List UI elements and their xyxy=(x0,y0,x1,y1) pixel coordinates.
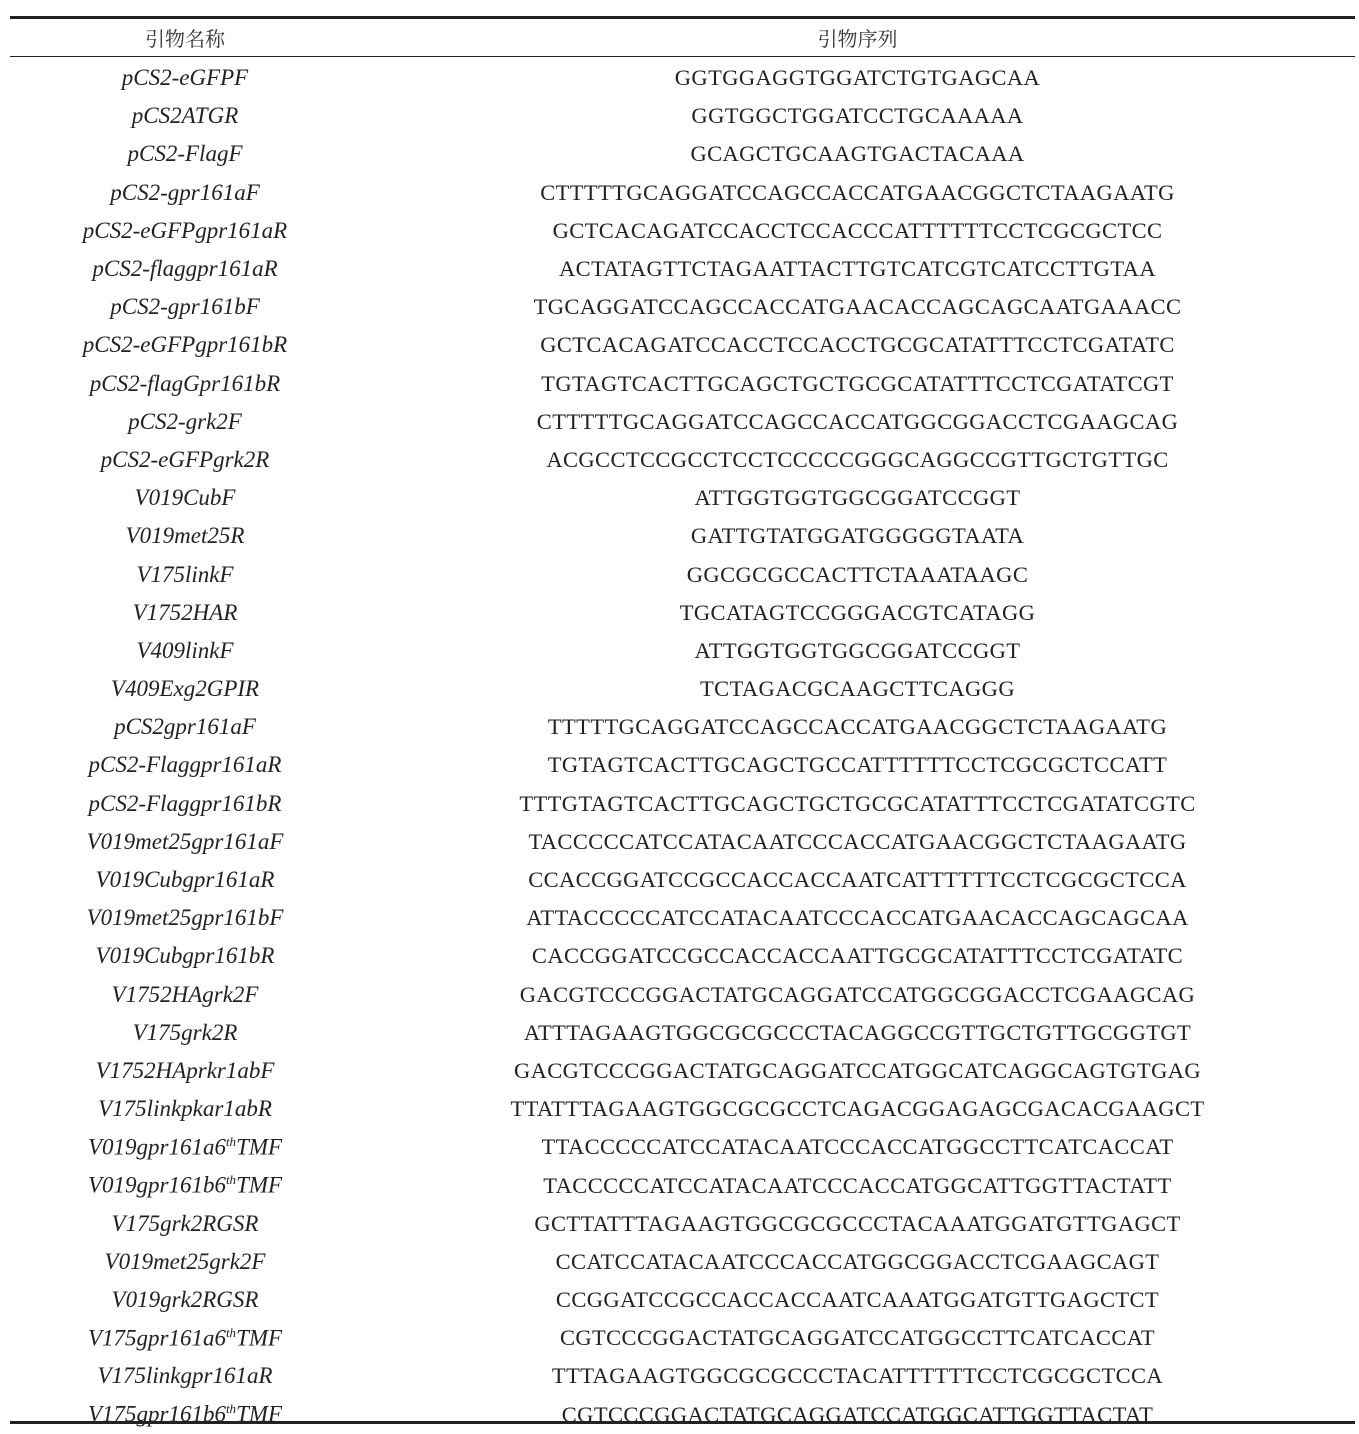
primer-name xyxy=(10,212,360,250)
table-row xyxy=(10,479,1355,517)
primer-name-text: V175grk2R xyxy=(132,1019,238,1045)
primer-name-text: V019met25gpr161bF xyxy=(86,905,284,931)
primer-sequence: GACGTCCCGGACTATGCAGGATCCATGGCGGACCTCGAAGCAG xyxy=(519,981,1196,1007)
primer-sequence: ATTTAGAAGTGGCGCGCCCTACAGGCCGTTGCTGTTGCGGTGT xyxy=(523,1019,1192,1045)
table-row xyxy=(10,135,1355,173)
primer-name-superscript: th xyxy=(225,1401,237,1417)
primer-name xyxy=(10,1166,360,1204)
table-row xyxy=(10,288,1355,326)
table-row xyxy=(10,1090,1355,1128)
primer-name-text: pCS2-eGFPgpr161bR xyxy=(82,332,288,358)
primer-name-superscript: th xyxy=(225,1134,237,1150)
primer-name xyxy=(10,326,360,364)
primer-name-text: pCS2-flaggpr161aR xyxy=(92,256,278,282)
primer-name-text: V1752HAprkr1abF xyxy=(95,1057,275,1083)
primer-table xyxy=(10,16,1355,1427)
primer-name-text: V019Cubgpr161aR xyxy=(95,867,275,893)
primer-sequence: GCTCACAGATCCACCTCCACCTGCGCATATTTCCTCGATATC xyxy=(540,332,1175,358)
primer-name-text: V175gpr161a6 xyxy=(87,1325,226,1351)
primer-sequence: GCAGCTGCAAGTGACTACAAA xyxy=(690,141,1025,167)
primer-name xyxy=(10,632,360,670)
primer-sequence: ATTACCCCCATCCATACAATCCCACCATGAACACCAGCAGCAA xyxy=(526,905,1189,931)
primer-name xyxy=(10,555,360,593)
table-row xyxy=(10,823,1355,861)
primer-name-text: pCS2-gpr161aF xyxy=(110,179,260,205)
primer-name-text: pCS2-flagGpr161bR xyxy=(89,370,281,396)
primer-name-text: pCS2-FlagF xyxy=(127,141,243,167)
primer-name-text: V019met25R xyxy=(125,523,245,549)
table-row xyxy=(10,212,1355,250)
primer-name xyxy=(10,746,360,784)
primer-name-text: pCS2ATGR xyxy=(131,103,239,129)
primer-name-text: pCS2-grk2F xyxy=(128,408,242,434)
primer-name-suffix: TMF xyxy=(236,1172,283,1198)
primer-sequence: GCTTATTTAGAAGTGGCGCGCCCTACAAATGGATGTTGAGCT xyxy=(534,1210,1181,1236)
primer-sequence: GGTGGAGGTGGATCTGTGAGCAA xyxy=(674,65,1041,91)
table-row xyxy=(10,1128,1355,1166)
table-row xyxy=(10,594,1355,632)
primer-sequence: ATTGGTGGTGGCGGATCCGGT xyxy=(694,485,1021,511)
table-row xyxy=(10,174,1355,212)
primer-name xyxy=(10,823,360,861)
primer-name xyxy=(10,517,360,555)
primer-name xyxy=(10,97,360,135)
primer-name-suffix: TMF xyxy=(236,1134,283,1160)
primer-sequence: TTTGTAGTCACTTGCAGCTGCTGCGCATATTTCCTCGATATCGTC xyxy=(519,790,1196,816)
primer-name xyxy=(10,57,360,98)
primer-sequence: TACCCCCATCCATACAATCCCACCATGGCATTGGTTACTATT xyxy=(543,1172,1172,1198)
table-row xyxy=(10,1396,1355,1434)
table-row xyxy=(10,1357,1355,1395)
table-row xyxy=(10,861,1355,899)
primer-sequence: GACGTCCCGGACTATGCAGGATCCATGGCATCAGGCAGTGTGAG xyxy=(513,1057,1202,1083)
primer-name xyxy=(10,670,360,708)
primer-sequence: CTTTTTGCAGGATCCAGCCACCATGGCGGACCTCGAAGCAG xyxy=(536,408,1179,434)
primer-name xyxy=(10,937,360,975)
primer-name xyxy=(10,1205,360,1243)
primer-name-text: V019CubF xyxy=(134,485,236,511)
primer-name xyxy=(10,785,360,823)
primer-name-text: V175gpr161b6 xyxy=(87,1401,226,1427)
table-row xyxy=(10,555,1355,593)
table-row xyxy=(10,746,1355,784)
table-row xyxy=(10,441,1355,479)
primer-name xyxy=(10,174,360,212)
primer-name xyxy=(10,250,360,288)
primer-name xyxy=(10,1281,360,1319)
table-row xyxy=(10,1243,1355,1281)
primer-name xyxy=(10,365,360,403)
table-row xyxy=(10,1166,1355,1204)
primer-name xyxy=(10,1014,360,1052)
primer-sequence: GATTGTATGGATGGGGGTAATA xyxy=(690,523,1025,549)
primer-sequence: CTTTTTGCAGGATCCAGCCACCATGAACGGCTCTAAGAATG xyxy=(540,179,1175,205)
primer-sequence: CCACCGGATCCGCCACCACCAATCATTTTTTCCTCGCGCTCCA xyxy=(528,867,1187,893)
table-body xyxy=(10,57,1355,1434)
primer-name-text: V175linkgpr161aR xyxy=(97,1363,273,1389)
primer-sequence: GCTCACAGATCCACCTCCACCCATTTTTTCCTCGCGCTCC xyxy=(552,217,1163,243)
table-row xyxy=(10,1281,1355,1319)
primer-sequence: ATTGGTGGTGGCGGATCCGGT xyxy=(694,637,1021,663)
header-primer-name: 引物名称 xyxy=(10,19,360,57)
table-row xyxy=(10,708,1355,746)
table-row xyxy=(10,1052,1355,1090)
primer-name xyxy=(10,135,360,173)
primer-sequence: CGTCCCGGACTATGCAGGATCCATGGCCTTCATCACCAT xyxy=(559,1325,1156,1351)
table-row xyxy=(10,403,1355,441)
primer-name xyxy=(10,288,360,326)
table-row xyxy=(10,632,1355,670)
primer-name xyxy=(10,1052,360,1090)
primer-name xyxy=(10,861,360,899)
primer-name-text: V175grk2RGSR xyxy=(111,1210,259,1236)
primer-name-text: pCS2gpr161aF xyxy=(114,714,256,740)
primer-name-superscript: th xyxy=(225,1172,237,1188)
primer-name-text: V019gpr161b6 xyxy=(87,1172,226,1198)
table-row xyxy=(10,937,1355,975)
primer-name xyxy=(10,1319,360,1357)
table-row xyxy=(10,785,1355,823)
primer-sequence: TTATTTAGAAGTGGCGCGCCTCAGACGGAGAGCGACACGAAGCT xyxy=(510,1096,1205,1122)
primer-name xyxy=(10,1357,360,1395)
table-row xyxy=(10,365,1355,403)
table-row xyxy=(10,57,1355,98)
primer-name-suffix: TMF xyxy=(236,1325,283,1351)
primer-name-text: V1752HAR xyxy=(132,599,238,625)
primer-sequence: CGTCCCGGACTATGCAGGATCCATGGCATTGGTTACTAT xyxy=(561,1401,1154,1427)
primer-name-text: V409linkF xyxy=(136,637,234,663)
primer-name xyxy=(10,594,360,632)
primer-sequence: CACCGGATCCGCCACCACCAATTGCGCATATTTCCTCGATATC xyxy=(531,943,1184,969)
primer-sequence: CCGGATCCGCCACCACCAATCAAATGGATGTTGAGCTCT xyxy=(555,1287,1160,1313)
primer-name xyxy=(10,708,360,746)
primer-sequence: TGTAGTCACTTGCAGCTGCCATTTTTTCCTCGCGCTCCATT xyxy=(547,752,1168,778)
table-row xyxy=(10,97,1355,135)
primer-sequence: ACTATAGTTCTAGAATTACTTGTCATCGTCATCCTTGTAA xyxy=(559,256,1156,282)
primer-sequence: ACGCCTCCGCCTCCTCCCCCGGGCAGGCCGTTGCTGTTGC xyxy=(546,446,1169,472)
primer-sequence: TTTAGAAGTGGCGCGCCCTACATTTTTTCCTCGCGCTCCA xyxy=(551,1363,1164,1389)
primer-name xyxy=(10,1128,360,1166)
primer-name-text: pCS2-Flaggpr161bR xyxy=(88,790,282,816)
primer-name-text: pCS2-Flaggpr161aR xyxy=(88,752,282,778)
primer-name-suffix: TMF xyxy=(236,1401,283,1427)
primer-name xyxy=(10,1090,360,1128)
primer-sequence: TGCATAGTCCGGGACGTCATAGG xyxy=(679,599,1036,625)
header-primer-sequence: 引物序列 xyxy=(360,19,1355,57)
table-row xyxy=(10,1014,1355,1052)
table-row xyxy=(10,670,1355,708)
primer-name xyxy=(10,899,360,937)
primer-sequence: TCTAGACGCAAGCTTCAGGG xyxy=(700,676,1015,702)
primer-name-text: V1752HAgrk2F xyxy=(111,981,259,1007)
primer-name xyxy=(10,441,360,479)
primer-name-text: V019Cubgpr161bR xyxy=(95,943,275,969)
primer-name xyxy=(10,976,360,1014)
primer-name-text: pCS2-gpr161bF xyxy=(110,294,260,320)
primer-name-superscript: th xyxy=(225,1324,237,1340)
primer-name-text: pCS2-eGFPF xyxy=(121,65,249,91)
primer-name xyxy=(10,1243,360,1281)
table-row xyxy=(10,326,1355,364)
primer-name xyxy=(10,403,360,441)
table-row xyxy=(10,976,1355,1014)
primer-name-text: V019grk2RGSR xyxy=(111,1287,259,1313)
primer-name-text: V019met25gpr161aF xyxy=(86,828,284,854)
primer-sequence: TTACCCCCATCCATACAATCCCACCATGGCCTTCATCACCAT xyxy=(541,1134,1174,1160)
primer-name-text: pCS2-eGFPgpr161aR xyxy=(82,217,288,243)
primer-name-text: pCS2-eGFPgrk2R xyxy=(100,446,270,472)
table-row xyxy=(10,1319,1355,1357)
primer-name xyxy=(10,1396,360,1434)
table-row xyxy=(10,1205,1355,1243)
primer-name xyxy=(10,479,360,517)
primer-sequence: TACCCCCATCCATACAATCCCACCATGAACGGCTCTAAGAATG xyxy=(528,828,1187,854)
primer-sequence: TTTTTGCAGGATCCAGCCACCATGAACGGCTCTAAGAATG xyxy=(547,714,1168,740)
primer-sequence: GGTGGCTGGATCCTGCAAAAA xyxy=(691,103,1024,129)
primer-sequence: TGTAGTCACTTGCAGCTGCTGCGCATATTTCCTCGATATCGT xyxy=(541,370,1174,396)
primer-name-text: V019gpr161a6 xyxy=(87,1134,226,1160)
primer-sequence: GGCGCGCCACTTCTAAATAAGC xyxy=(686,561,1029,587)
primer-name-text: V409Exg2GPIR xyxy=(110,676,260,702)
table-row xyxy=(10,899,1355,937)
primer-sequence: CCATCCATACAATCCCACCATGGCGGACCTCGAAGCAGT xyxy=(555,1248,1160,1274)
table-row xyxy=(10,250,1355,288)
primer-name-text: V175linkF xyxy=(136,561,234,587)
primer-name-text: V175linkpkar1abR xyxy=(98,1096,272,1122)
primer-table-grid xyxy=(10,19,1355,1434)
primer-name-text: V019met25grk2F xyxy=(104,1248,266,1274)
table-row xyxy=(10,517,1355,555)
table-header-row xyxy=(10,19,1355,57)
primer-sequence: TGCAGGATCCAGCCACCATGAACACCAGCAGCAATGAAACC xyxy=(533,294,1182,320)
